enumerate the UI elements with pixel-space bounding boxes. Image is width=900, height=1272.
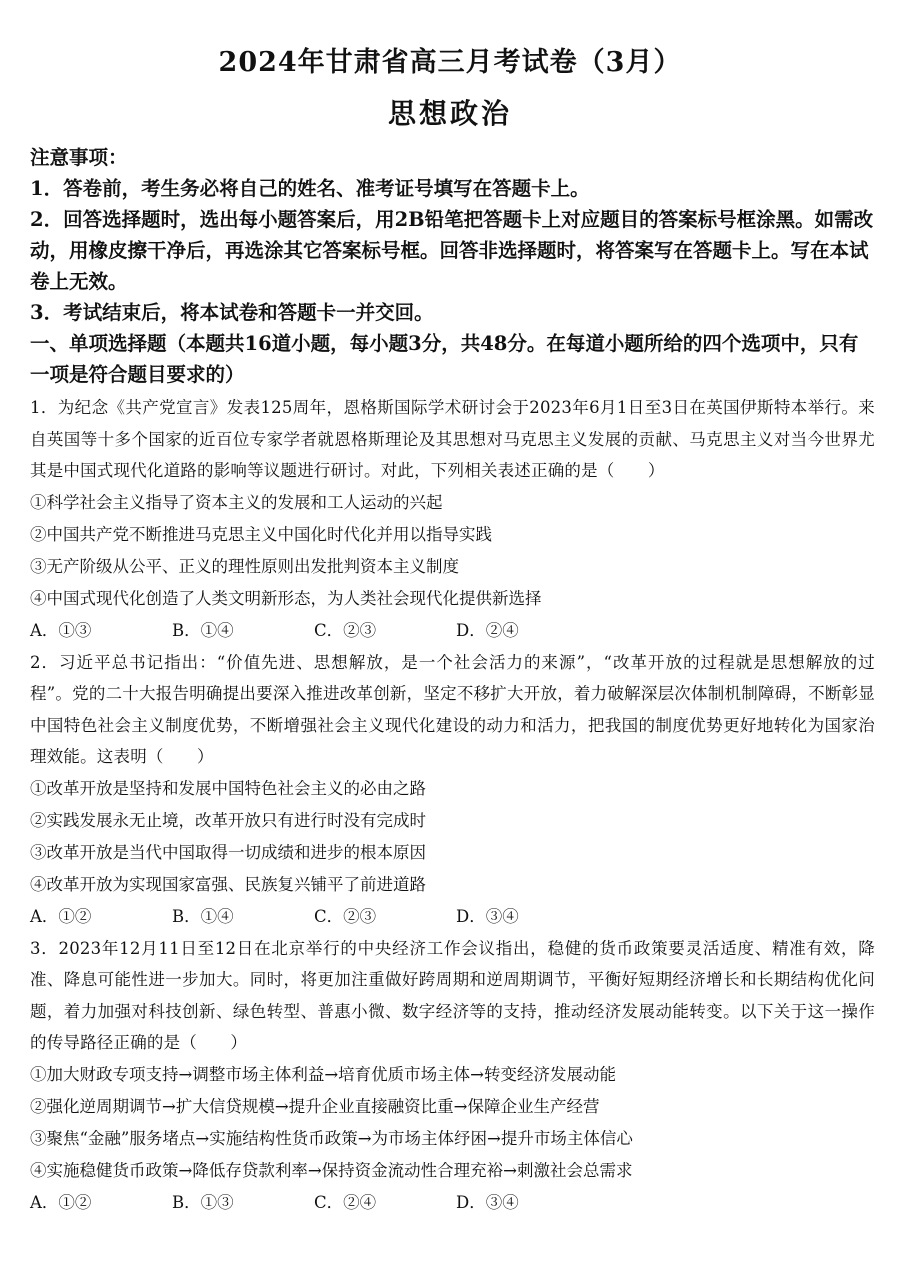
exam-title: 2024年甘肃省高三月考试卷（3月）	[218, 47, 682, 78]
choice-c: C．②③	[314, 906, 377, 926]
questions-list	[30, 392, 875, 1219]
question-2	[30, 647, 875, 933]
question-stem: 3．2023年12月11日至12日在北京举行的中央经济工作会议指出，稳健的货币政策要灵活适度、精准有效，降准、降息可能性进一步加大。同时，将更加注重做好跨周期和逆周期调节，平衡好短期经济增长和长期结构优化问题，着力加强对科技创新、绿色转型、普惠小微、数字经济等的支持，推动经济发展动能转变。以下关于这一操作的传导路径正确的是（ ）	[30, 938, 875, 1052]
section-heading: 一、单项选择题（本题共16道小题，每小题3分，共48分。在每道小题所给的四个选项中，只有一项是符合题目要求的）	[30, 332, 859, 386]
answer-choices	[30, 615, 875, 647]
answer-choices	[30, 901, 875, 933]
subject-title: 思想政治	[387, 97, 512, 130]
notice-item-1: 1．答卷前，考生务必将自己的姓名、准考证号填写在答题卡上。	[30, 177, 590, 200]
notice-heading: 注意事项：	[30, 146, 128, 169]
choice-c: C．②④	[314, 1192, 377, 1212]
choice-c: C．②③	[314, 620, 377, 640]
choice-b: B．①④	[172, 906, 234, 926]
question-1	[30, 392, 875, 647]
question-statement: ④中国式现代化创造了人类文明新形态，为人类社会现代化提供新选择	[30, 588, 542, 608]
question-statement: ③改革开放是当代中国取得一切成绩和进步的根本原因	[30, 842, 426, 862]
answer-choices	[30, 1187, 875, 1219]
choice-a: A．①②	[30, 906, 92, 926]
notice-section	[30, 142, 875, 390]
question-statement: ③无产阶级从公平、正义的理性原则出发批判资本主义制度	[30, 556, 459, 576]
choice-d: D．②④	[456, 620, 519, 640]
question-statement: ③聚焦“金融”服务堵点→实施结构性货币政策→为市场主体纾困→提升市场主体信心	[30, 1128, 633, 1148]
choice-d: D．③④	[456, 906, 519, 926]
choice-d: D．③④	[456, 1192, 519, 1212]
choice-a: A．①③	[30, 620, 92, 640]
question-stem: 2．习近平总书记指出：“价值先进、思想解放，是一个社会活力的来源”，“改革开放的过程就是思想解放的过程”。党的二十大报告明确提出要深入推进改革创新，坚定不移扩大开放，着力破解深层次体制机制障碍，不断彰显中国特色社会主义制度优势，不断增强社会主义现代化建设的动力和活力，把我国的制度优势更好地转化为国家治理效能。这表明（ ）	[30, 652, 875, 766]
choice-b: B．①④	[172, 620, 234, 640]
choice-a: A．①②	[30, 1192, 92, 1212]
question-statement: ①加大财政专项支持→调整市场主体利益→培育优质市场主体→转变经济发展动能	[30, 1064, 616, 1084]
question-statement: ②实践发展永无止境，改革开放只有进行时没有完成时	[30, 810, 426, 830]
question-statement: ①科学社会主义指导了资本主义的发展和工人运动的兴起	[30, 492, 443, 512]
question-statement: ④实施稳健货币政策→降低存贷款利率→保持资金流动性合理充裕→刺激社会总需求	[30, 1160, 633, 1180]
question-statement: ④改革开放为实现国家富强、民族复兴铺平了前进道路	[30, 874, 426, 894]
choice-b: B．①③	[172, 1192, 234, 1212]
question-statement: ①改革开放是坚持和发展中国特色社会主义的必由之路	[30, 778, 426, 798]
question-statement: ②强化逆周期调节→扩大信贷规模→提升企业直接融资比重→保障企业生产经营	[30, 1096, 600, 1116]
question-3	[30, 933, 875, 1219]
question-stem: 1．为纪念《共产党宣言》发表125周年，恩格斯国际学术研讨会于2023年6月1日至3日在英国伊斯特本举行。来自英国等十多个国家的近百位专家学者就恩格斯理论及其思想对马克思主义发展的贡献、马克思主义对当今世界尤其是中国式现代化道路的影响等议题进行研讨。对此，下列相关表述正确的是（ ）	[30, 398, 875, 480]
notice-item-3: 3．考试结束后，将本试卷和答题卡一并交回。	[30, 301, 434, 324]
question-statement: ②中国共产党不断推进马克思主义中国化时代化并用以指导实践	[30, 524, 492, 544]
notice-item-2: 2．回答选择题时，选出每小题答案后，用2B铅笔把答题卡上对应题目的答案标号框涂黑。如需改动，用橡皮擦干净后，再选涂其它答案标号框。回答非选择题时，将答案写在答题卡上。写在本试卷上无效。	[30, 208, 874, 293]
